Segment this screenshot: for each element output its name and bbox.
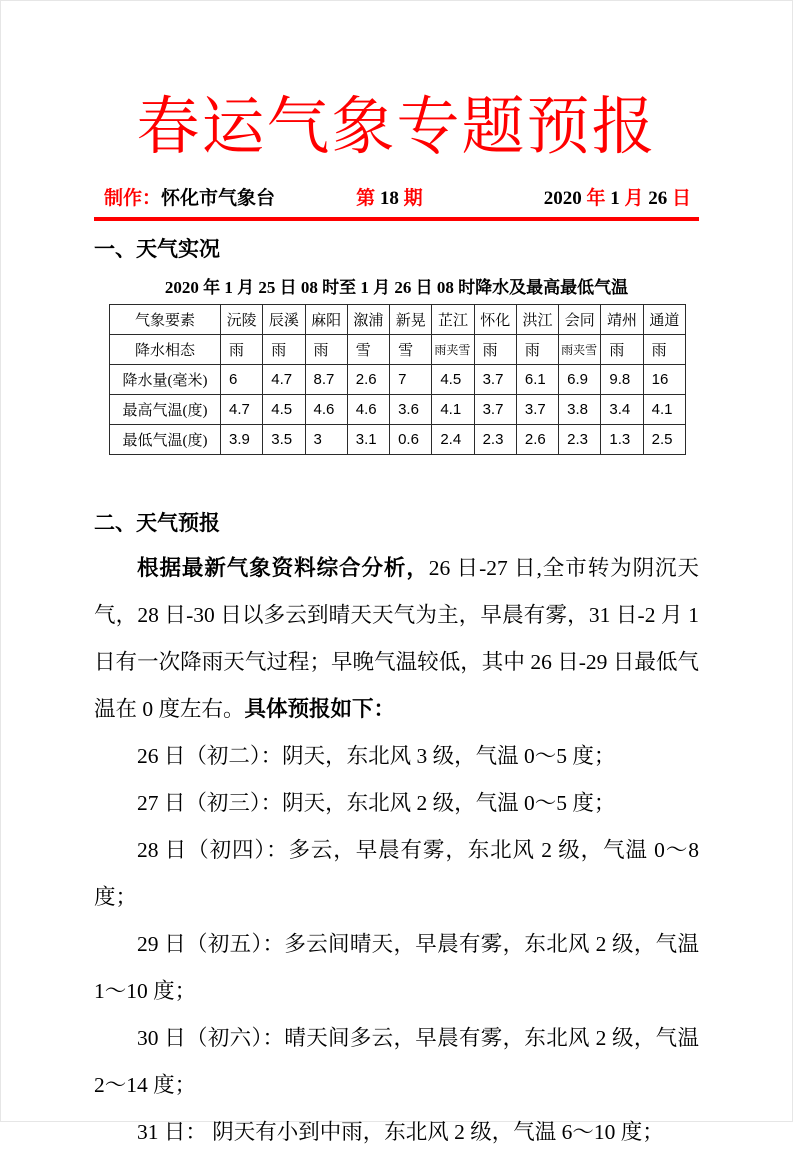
precip-phase-cell: 雨夹雪 [432,335,474,365]
table-title: 2020 年 1 月 25 日 08 时至 1 月 26 日 08 时降水及最高最低气温 [164,278,629,298]
forecast-line: 26 日（初二）：阴天，东北风 3 级，气温 0～5 度； [137,743,616,768]
table-row [110,395,686,425]
value-cell: 2.3 [559,425,601,455]
station-header: 洪江 [516,305,558,335]
precip-phase-cell: 雪 [347,335,389,365]
weather-table-body [110,335,686,455]
value-cell: 3.7 [474,365,516,395]
table-row [110,335,686,365]
date-month: 1 [610,187,620,209]
summary-lead: 根据最新气象资料综合分析， [137,555,429,580]
precip-phase-cell: 雨 [305,335,347,365]
value-cell: 2.4 [432,425,474,455]
value-cell: 1.3 [601,425,643,455]
precip-phase-cell: 雨 [601,335,643,365]
precip-phase-cell: 雨 [643,335,685,365]
meta-row [94,183,699,210]
section2-heading: 二、天气预报 [94,511,220,536]
issue-no: 18 [375,187,404,209]
row-label: 降水量(毫米) [110,365,221,395]
station-header: 芷江 [432,305,474,335]
table-header-row [110,305,686,335]
weather-table-head [110,305,686,335]
value-cell: 3.7 [516,395,558,425]
value-cell: 3.6 [390,395,432,425]
value-cell: 3.4 [601,395,643,425]
maker-label: 制作： [104,187,162,209]
value-cell: 3.8 [559,395,601,425]
forecast-line: 31 日： 阴天有小到中雨，东北风 2 级，气温 6～10 度； [137,1119,664,1144]
forecast-line: 28 日（初四）：多云，早晨有雾，东北风 2 级，气温 0～8 度； [94,837,699,909]
precip-phase-cell: 雪 [390,335,432,365]
table-corner-header: 气象要素 [110,305,221,335]
value-cell: 2.5 [643,425,685,455]
red-divider [94,217,699,221]
issue-number [356,183,423,210]
row-label: 最高气温(度) [110,395,221,425]
precip-phase-cell: 雨 [474,335,516,365]
station-header: 辰溪 [263,305,305,335]
value-cell: 3 [305,425,347,455]
value-cell: 9.8 [601,365,643,395]
table-row [110,425,686,455]
precip-phase-cell: 雨 [263,335,305,365]
weather-table [109,304,686,455]
station-header: 沅陵 [221,305,263,335]
station-header: 麻阳 [305,305,347,335]
value-cell: 7 [390,365,432,395]
forecast-text-block [94,545,699,1156]
row-label: 最低气温(度) [110,425,221,455]
station-header: 靖州 [601,305,643,335]
table-row [110,365,686,395]
summary-tail: 具体预报如下： [244,696,396,721]
date-day: 26 [648,187,668,209]
maker-name: 怀化市气象台 [161,187,276,209]
value-cell: 4.6 [305,395,347,425]
value-cell: 3.7 [474,395,516,425]
value-cell: 3.5 [263,425,305,455]
page-content [1,87,792,1156]
value-cell: 8.7 [305,365,347,395]
date-year-unit: 年 [581,187,611,209]
value-cell: 4.7 [221,395,263,425]
station-header: 怀化 [474,305,516,335]
value-cell: 4.5 [432,365,474,395]
station-header: 新晃 [390,305,432,335]
date-month-unit: 月 [619,187,649,209]
precip-phase-cell: 雨 [221,335,263,365]
precip-phase-cell: 雨夹雪 [559,335,601,365]
value-cell: 3.1 [347,425,389,455]
value-cell: 4.6 [347,395,389,425]
value-cell: 2.3 [474,425,516,455]
forecast-line: 29 日（初五）：多云间晴天，早晨有雾，东北风 2 级，气温 1～10 度； [94,931,699,1003]
value-cell: 4.5 [263,395,305,425]
station-header: 会同 [559,305,601,335]
station-header: 通道 [643,305,685,335]
value-cell: 6.9 [559,365,601,395]
value-cell: 0.6 [390,425,432,455]
forecast-list [94,733,699,1156]
value-cell: 3.9 [221,425,263,455]
maker-group [104,183,275,210]
forecast-line: 27 日（初三）：阴天，东北风 2 级，气温 0～5 度； [137,790,616,815]
value-cell: 4.1 [643,395,685,425]
summary-body: 26 日-27 日,全市转为阴沉天气，28 日-30 日以多云到晴天天气为主，早晨有雾，31 日-2 月 1 日有一次降雨天气过程；早晚气温较低，其中 26 日-29 日最低气温在 0 度左右。 [94,555,699,721]
value-cell: 4.7 [263,365,305,395]
value-cell: 2.6 [516,425,558,455]
station-header: 溆浦 [347,305,389,335]
date-year: 2020 [543,187,582,209]
value-cell: 4.1 [432,395,474,425]
summary-paragraph [94,545,699,733]
document-title: 春运气象专题预报 [136,92,657,162]
issue-date [544,183,691,210]
section1-heading: 一、天气实况 [94,236,220,261]
value-cell: 2.6 [347,365,389,395]
issue-suffix: 期 [403,187,423,209]
value-cell: 6 [221,365,263,395]
date-day-unit: 日 [667,187,691,209]
forecast-line: 30 日（初六）：晴天间多云，早晨有雾，东北风 2 级，气温 2～14 度； [94,1025,699,1097]
row-label: 降水相态 [110,335,221,365]
precip-phase-cell: 雨 [516,335,558,365]
value-cell: 6.1 [516,365,558,395]
value-cell: 16 [643,365,685,395]
issue-prefix: 第 [356,187,376,209]
